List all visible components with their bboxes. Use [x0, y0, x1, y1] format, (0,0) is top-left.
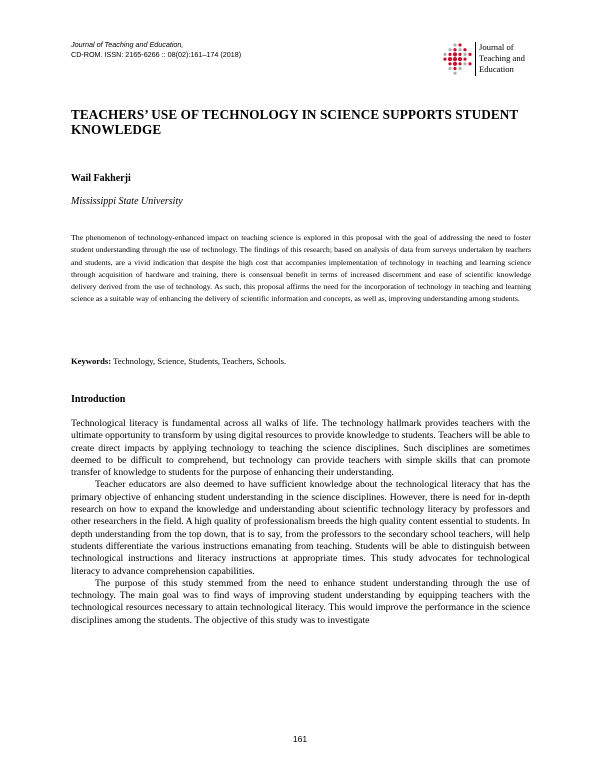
logo-line-3: Education [479, 64, 514, 74]
journal-issn: CD-ROM. ISSN: 2165-6266 :: 08(02):161–174 (2018) [71, 50, 242, 59]
page-number: 161 [292, 734, 308, 744]
logo-line-2: Teaching and [479, 53, 525, 63]
logo-line-1: Journal of [479, 42, 514, 52]
journal-header [71, 40, 241, 60]
keywords-label: Keywords: [71, 356, 112, 366]
abstract: The phenomenon of technology-enhanced impact on teaching science is explored in this proposal with the goal of addressing the need to foster student understanding through the use of technology. The findings of this research; based on analysis of data from surveys undertaken by teachers and students, are a vivid indication that despite the high cost that accompanies implementation of technology in teaching and learning science through acquisition of hardware and training, there is consensual benefit in terms of increased discernment and ease of scientific knowledge delivery derived from the use of technology. As such, this proposal affirms the need for the incorporation of technology in teaching and learning science as a suitable way of enhancing the delivery of scientific information and concepts, as well as, improving understanding among students. [71, 233, 531, 304]
paper-title: TEACHERS’ USE OF TECHNOLOGY IN SCIENCE SUPPORTS STUDENT KNOWLEDGE [71, 107, 519, 137]
paragraph: Teacher educators are also deemed to have sufficient knowledge about the technological literacy that has the primary objective of enhancing student understanding in the science disciplines. However, there is need for in-depth research on how to expand the knowledge and understanding about scientific technology literacy by professors and other researchers in the field. A high quality of professionalism breeds the high quality content essential to students. In depth understanding from the top down, that is to say, from the professors to the secondary school teachers, will help students differentiate the various instructions emanating from teaching. Students will be able to distinguish between technological instructions and literacy instructions at appropriate times. This study advocates for technological literacy to advance comprehension capabilities. [71, 479, 530, 577]
paragraph: The purpose of this study stemmed from the need to enhance student understanding through the use of technology. The main goal was to find ways of improving student understanding by equipping teachers with the technological resources necessary to attain technological literacy. This would improve the performance in the science disciplines among the students. The objective of this study was to investigate [71, 577, 530, 626]
keywords-list: Technology, Science, Students, Teachers, Schools. [113, 356, 287, 366]
section-heading: Introduction [71, 394, 126, 405]
author-name: Wail Fakherji [71, 173, 131, 184]
journal-name: Journal of Teaching and Education, [71, 40, 184, 49]
paragraph: Technological literacy is fundamental across all walks of life. The technology hallmark provides teachers with the ultimate opportunity to transform by using digital resources to provide knowledge to students. Teachers will be able to create direct impacts by applying technology to teaching the science disciplines. Such disciplines are sometimes deemed to be difficult to comprehend, but technology can provide teachers with simple skills that can promote transfer of knowledge to students for the purpose of enhancing their understanding. [71, 418, 530, 479]
logo-dots-icon [442, 42, 474, 76]
author-affiliation: Mississippi State University [71, 196, 183, 207]
journal-logo [442, 40, 542, 80]
logo-divider [475, 42, 476, 76]
keywords [71, 356, 286, 366]
section-body [71, 418, 530, 627]
logo-text [479, 42, 525, 75]
